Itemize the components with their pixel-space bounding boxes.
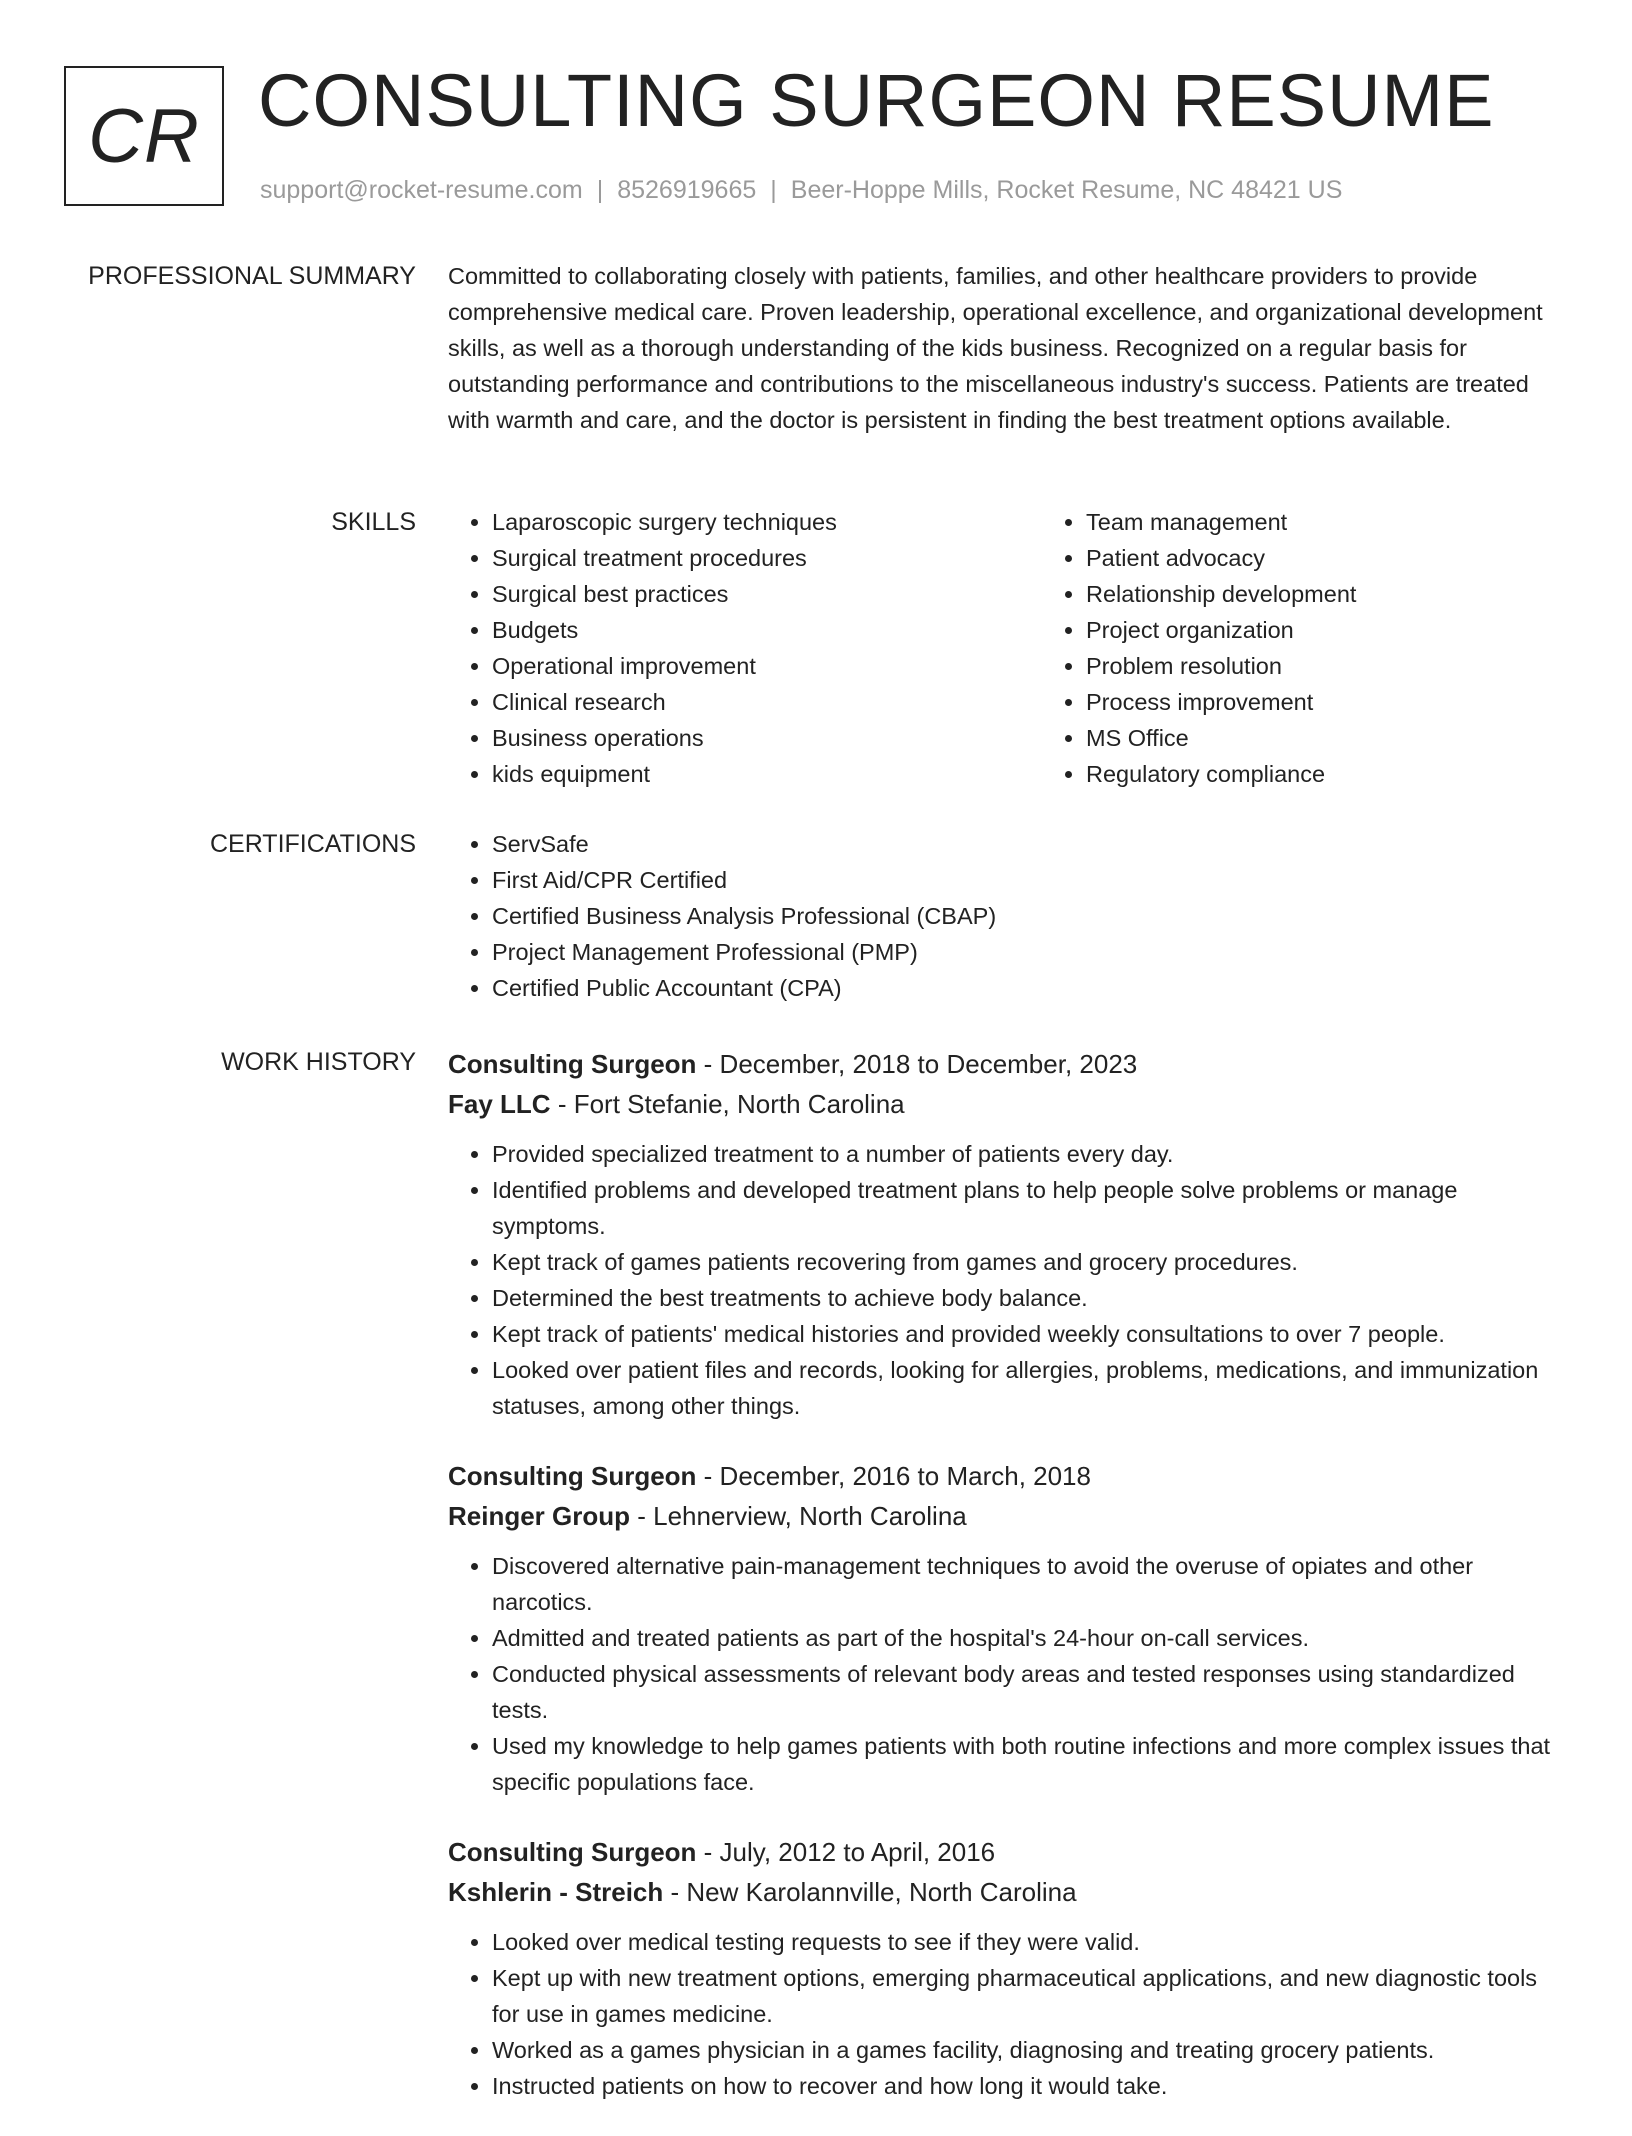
skill-item: • Laparoscopic surgery techniques [492,504,1042,540]
job-dates: - December, 2016 to March, 2018 [703,1461,1091,1491]
job-role: Consulting Surgeon [448,1049,697,1079]
contact-separator: | [770,176,777,204]
job-duty-item: • Looked over patient files and records, looking for allergies, problems, medications, and immunization statuses, among other things. [492,1352,1568,1424]
job-duties-list [448,1548,1568,1800]
skills-body [448,504,1568,792]
skill-item: • MS Office [1086,720,1632,756]
job-dates: - July, 2012 to April, 2016 [703,1837,996,1867]
job-role: Consulting Surgeon [448,1837,697,1867]
contact-email[interactable]: support@rocket-resume.com [260,176,583,204]
job-role-line [448,1832,1568,1872]
skills-list-right [1042,504,1632,792]
skill-item: • Business operations [492,720,1042,756]
skill-item: • Operational improvement [492,648,1042,684]
contact-separator: | [596,176,604,204]
certification-item: • Project Management Professional (PMP) [492,934,1568,970]
skill-item: • Budgets [492,612,1042,648]
certification-item: • First Aid/CPR Certified [492,862,1568,898]
contact-line [260,176,1342,205]
skill-item: • Surgical treatment procedures [492,540,1042,576]
job-role: Consulting Surgeon [448,1461,697,1491]
job-company: Fay LLC [448,1089,551,1119]
certifications-heading: CERTIFICATIONS [209,830,416,858]
job-company: Reinger Group [448,1501,631,1531]
skill-item: • Regulatory compliance [1086,756,1632,792]
skill-item: • Relationship development [1086,576,1632,612]
job-role-line [448,1456,1568,1496]
job-duties-list [448,1136,1568,1424]
skills-heading: SKILLS [331,508,416,536]
skill-item: • kids equipment [492,756,1042,792]
skills-list-left [448,504,1042,792]
resume-title: CONSULTING SURGEON RESUME [258,59,1495,142]
job-location: - Lehnerview, North Carolina [637,1501,967,1531]
job-duty-item: • Kept up with new treatment options, emerging pharmaceutical applications, and new diagnostic tools for use in games medicine. [492,1960,1568,2032]
skill-item: • Problem resolution [1086,648,1632,684]
summary-heading: PROFESSIONAL SUMMARY [88,262,416,290]
summary-text: Committed to collaborating closely with patients, families, and other healthcare providers to provide comprehensive medical care. Proven leadership, operational excellence, and organizational development skills, as well as a thorough understanding of the kids business. Recognized on a regular basis for outstanding performance and contributions to the miscellaneous industry's success. Patients are treated with warmth and care, and the doctor is persistent in finding the best treatment options available. [448,263,1543,433]
skill-item: • Project organization [1086,612,1632,648]
contact-address: Beer-Hoppe Mills, Rocket Resume, NC 48421 US [790,176,1343,204]
job-location: - New Karolannville, North Carolina [670,1877,1077,1907]
work-history-body [448,1044,1568,2136]
monogram-logo: CR [64,66,224,206]
job-duty-item: • Identified problems and developed treatment plans to help people solve problems or manage symptoms. [492,1172,1568,1244]
skill-item: • Clinical research [492,684,1042,720]
skill-item: • Process improvement [1086,684,1632,720]
work-history-heading: WORK HISTORY [221,1048,416,1076]
job-duty-item: • Admitted and treated patients as part of the hospital's 24-hour on-call services. [492,1620,1568,1656]
certification-item: • ServSafe [492,826,1568,862]
job-entry [448,1044,1568,1424]
job-company-line [448,1084,1568,1124]
skill-item: • Patient advocacy [1086,540,1632,576]
job-duty-item: • Kept track of games patients recovering from games and grocery procedures. [492,1244,1568,1280]
job-company: Kshlerin - Streich [448,1877,664,1907]
job-company-line [448,1496,1568,1536]
job-duties-list [448,1924,1568,2104]
certification-item: • Certified Business Analysis Professional (CBAP) [492,898,1568,934]
job-company-line [448,1872,1568,1912]
skill-item: • Surgical best practices [492,576,1042,612]
job-duty-item: • Looked over medical testing requests to see if they were valid. [492,1924,1568,1960]
job-duty-item: • Instructed patients on how to recover and how long it would take. [492,2068,1568,2104]
certifications-body [448,826,1568,1006]
job-duty-item: • Conducted physical assessments of relevant body areas and tested responses using standardized tests. [492,1656,1568,1728]
job-duty-item: • Kept track of patients' medical histories and provided weekly consultations to over 7 people. [492,1316,1568,1352]
skill-item: • Team management [1086,504,1632,540]
certifications-list [448,826,1568,1006]
summary-body [448,258,1568,438]
job-entry [448,1832,1568,2104]
job-entry [448,1456,1568,1800]
certification-item: • Certified Public Accountant (CPA) [492,970,1568,1006]
job-role-line [448,1044,1568,1084]
job-duty-item: • Used my knowledge to help games patients with both routine infections and more complex issues that specific populations face. [492,1728,1568,1800]
contact-phone[interactable]: 8526919665 [617,176,757,204]
job-duty-item: • Provided specialized treatment to a number of patients every day. [492,1136,1568,1172]
job-duty-item: • Determined the best treatments to achieve body balance. [492,1280,1568,1316]
job-duty-item: • Discovered alternative pain-management techniques to avoid the overuse of opiates and other narcotics. [492,1548,1568,1620]
job-dates: - December, 2018 to December, 2023 [703,1049,1138,1079]
job-location: - Fort Stefanie, North Carolina [557,1089,905,1119]
job-duty-item: • Worked as a games physician in a games facility, diagnosing and treating grocery patients. [492,2032,1568,2068]
